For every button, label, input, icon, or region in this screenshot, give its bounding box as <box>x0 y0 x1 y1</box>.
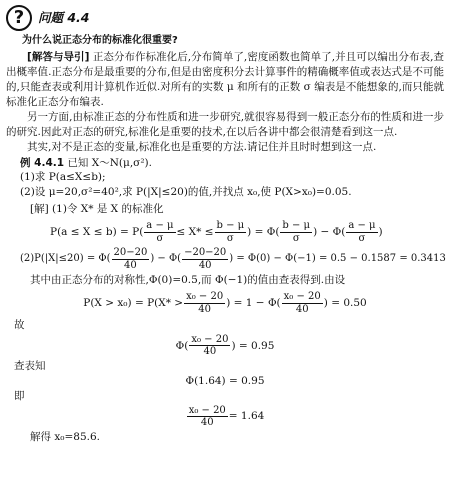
frac-a-den: σ <box>156 232 164 244</box>
eq3-lhs: P(X > x₀) = P(X* > <box>83 296 184 309</box>
eq6-rhs: = 1.64 <box>228 410 265 423</box>
frac-a-num: a − μ <box>146 220 174 232</box>
frac-b2 <box>280 220 312 244</box>
solution-step-1: (1)令 X* 是 X 的标准化 <box>52 203 164 216</box>
eq4-lhs: Φ( <box>175 339 189 352</box>
frac-m20-den: 40 <box>198 259 212 271</box>
solution-intro <box>30 202 444 217</box>
eq1-end: ) <box>378 225 383 238</box>
eq3-mid: ) = 1 − Φ( <box>226 296 281 309</box>
label-gu: 故 <box>14 319 25 332</box>
equation-4 <box>6 334 444 358</box>
problem-title: 问题 4.4 <box>38 10 90 26</box>
eq4-rhs: ) = 0.95 <box>231 339 275 352</box>
equation-2 <box>20 247 444 271</box>
frac-20-num: 20−20 <box>113 247 148 259</box>
frac-x0-b-den: 40 <box>295 303 309 315</box>
frac-x0-d-den: 40 <box>200 417 214 429</box>
solution-tag: [解] <box>30 203 49 216</box>
frac-x0-c-den: 40 <box>203 346 217 358</box>
label-chabiao: 查表知 <box>14 359 46 372</box>
equation-5: Φ(1.64) = 0.95 <box>185 374 265 387</box>
answer-tag: [解答与导引] <box>27 51 90 64</box>
frac-x0-b <box>282 291 323 315</box>
final-answer: 解得 x₀=85.6. <box>30 430 100 443</box>
eq2-lhs: (2)P(|X|≤20) = Φ( <box>20 253 111 265</box>
frac-x0-a <box>184 291 225 315</box>
example-statement: 已知 X～N(μ,σ²). <box>67 156 152 169</box>
frac-x0-d <box>187 405 228 429</box>
frac-x0-a-den: 40 <box>198 303 212 315</box>
eq1-mid: ≤ X* ≤ <box>176 225 214 238</box>
problem-header <box>6 4 444 32</box>
equation-1 <box>50 220 444 244</box>
frac-a <box>144 220 175 244</box>
label-ji: 即 <box>14 389 25 402</box>
answer-paragraph-2: 另一方面,由标准正态的分布性质和进一步研究,就很容易得到一般正态分布的性质和进一步的研究.因此对正态的研究,标准化是重要的技术,在以后各讲中都会很清楚看到这一点. <box>6 110 444 138</box>
frac-b2-den: σ <box>292 232 300 244</box>
frac-a2-den: σ <box>358 232 366 244</box>
frac-m20 <box>182 247 228 271</box>
frac-b <box>215 220 247 244</box>
eq2-rhs: ) = Φ(0) − Φ(−1) = 0.5 − 0.1587 = 0.3413 <box>229 253 446 265</box>
frac-x0-c-num: x₀ − 20 <box>191 333 229 345</box>
eq2-mid: ) − Φ( <box>150 253 182 265</box>
equation-3 <box>6 291 444 315</box>
answer-paragraph-3: 其实,对不是正态的变量,标准化也是重要的方法.请记住并且时时想到这一点. <box>27 140 377 153</box>
answer-paragraph-1 <box>6 50 444 110</box>
frac-x0-a-num: x₀ − 20 <box>186 291 224 303</box>
frac-x0-b-num: x₀ − 20 <box>283 291 321 303</box>
example-label: 例 4.4.1 <box>20 156 65 169</box>
frac-a2 <box>346 220 377 244</box>
example-heading <box>6 156 444 171</box>
frac-a2-num: a − μ <box>348 220 376 232</box>
example-question-1: (1)求 P(a≤X≤b); <box>20 171 106 184</box>
eq3-rhs: ) = 0.50 <box>323 296 367 309</box>
eq1-rhs-a: ) = Φ( <box>247 225 280 238</box>
frac-20-den: 40 <box>124 259 137 271</box>
frac-b2-num: b − μ <box>282 220 311 232</box>
solution-note: 其中由正态分布的对称性,Φ(0)=0.5,而 Φ(−1)的值由查表得到.由设 <box>30 274 346 287</box>
eq1-lhs: P(a ≤ X ≤ b) = P( <box>50 225 144 238</box>
eq1-rhs-b: ) − Φ( <box>313 225 346 238</box>
frac-x0-c <box>189 334 230 358</box>
frac-m20-num: −20−20 <box>184 247 227 259</box>
equation-6 <box>6 405 444 429</box>
question-mark-icon: ? <box>6 5 32 31</box>
answer-text-1: 正态分布作标准化后,分布简单了,密度函数也简单了,并且可以编出分布表,查出概率值.正态分布是最重要的分布,但是由密度积分去计算事件的精确概率值或表达式是不可能的,只能查表或利用计算机作近似.对所有的实数 μ 和所有的正数 σ 编表是不能想象的,而只能就标准化正态分布编表. <box>6 51 444 108</box>
frac-b-den: σ <box>226 232 234 244</box>
frac-b-num: b − μ <box>216 220 245 232</box>
frac-20 <box>112 247 150 271</box>
problem-question: 为什么说正态分布的标准化很重要? <box>22 35 178 46</box>
frac-x0-d-num: x₀ − 20 <box>188 404 226 416</box>
example-question-2: (2)设 μ=20,σ²=40²,求 P(|X|≤20)的值,并找点 x₀,使 P(X>x₀)=0.05. <box>20 186 352 199</box>
